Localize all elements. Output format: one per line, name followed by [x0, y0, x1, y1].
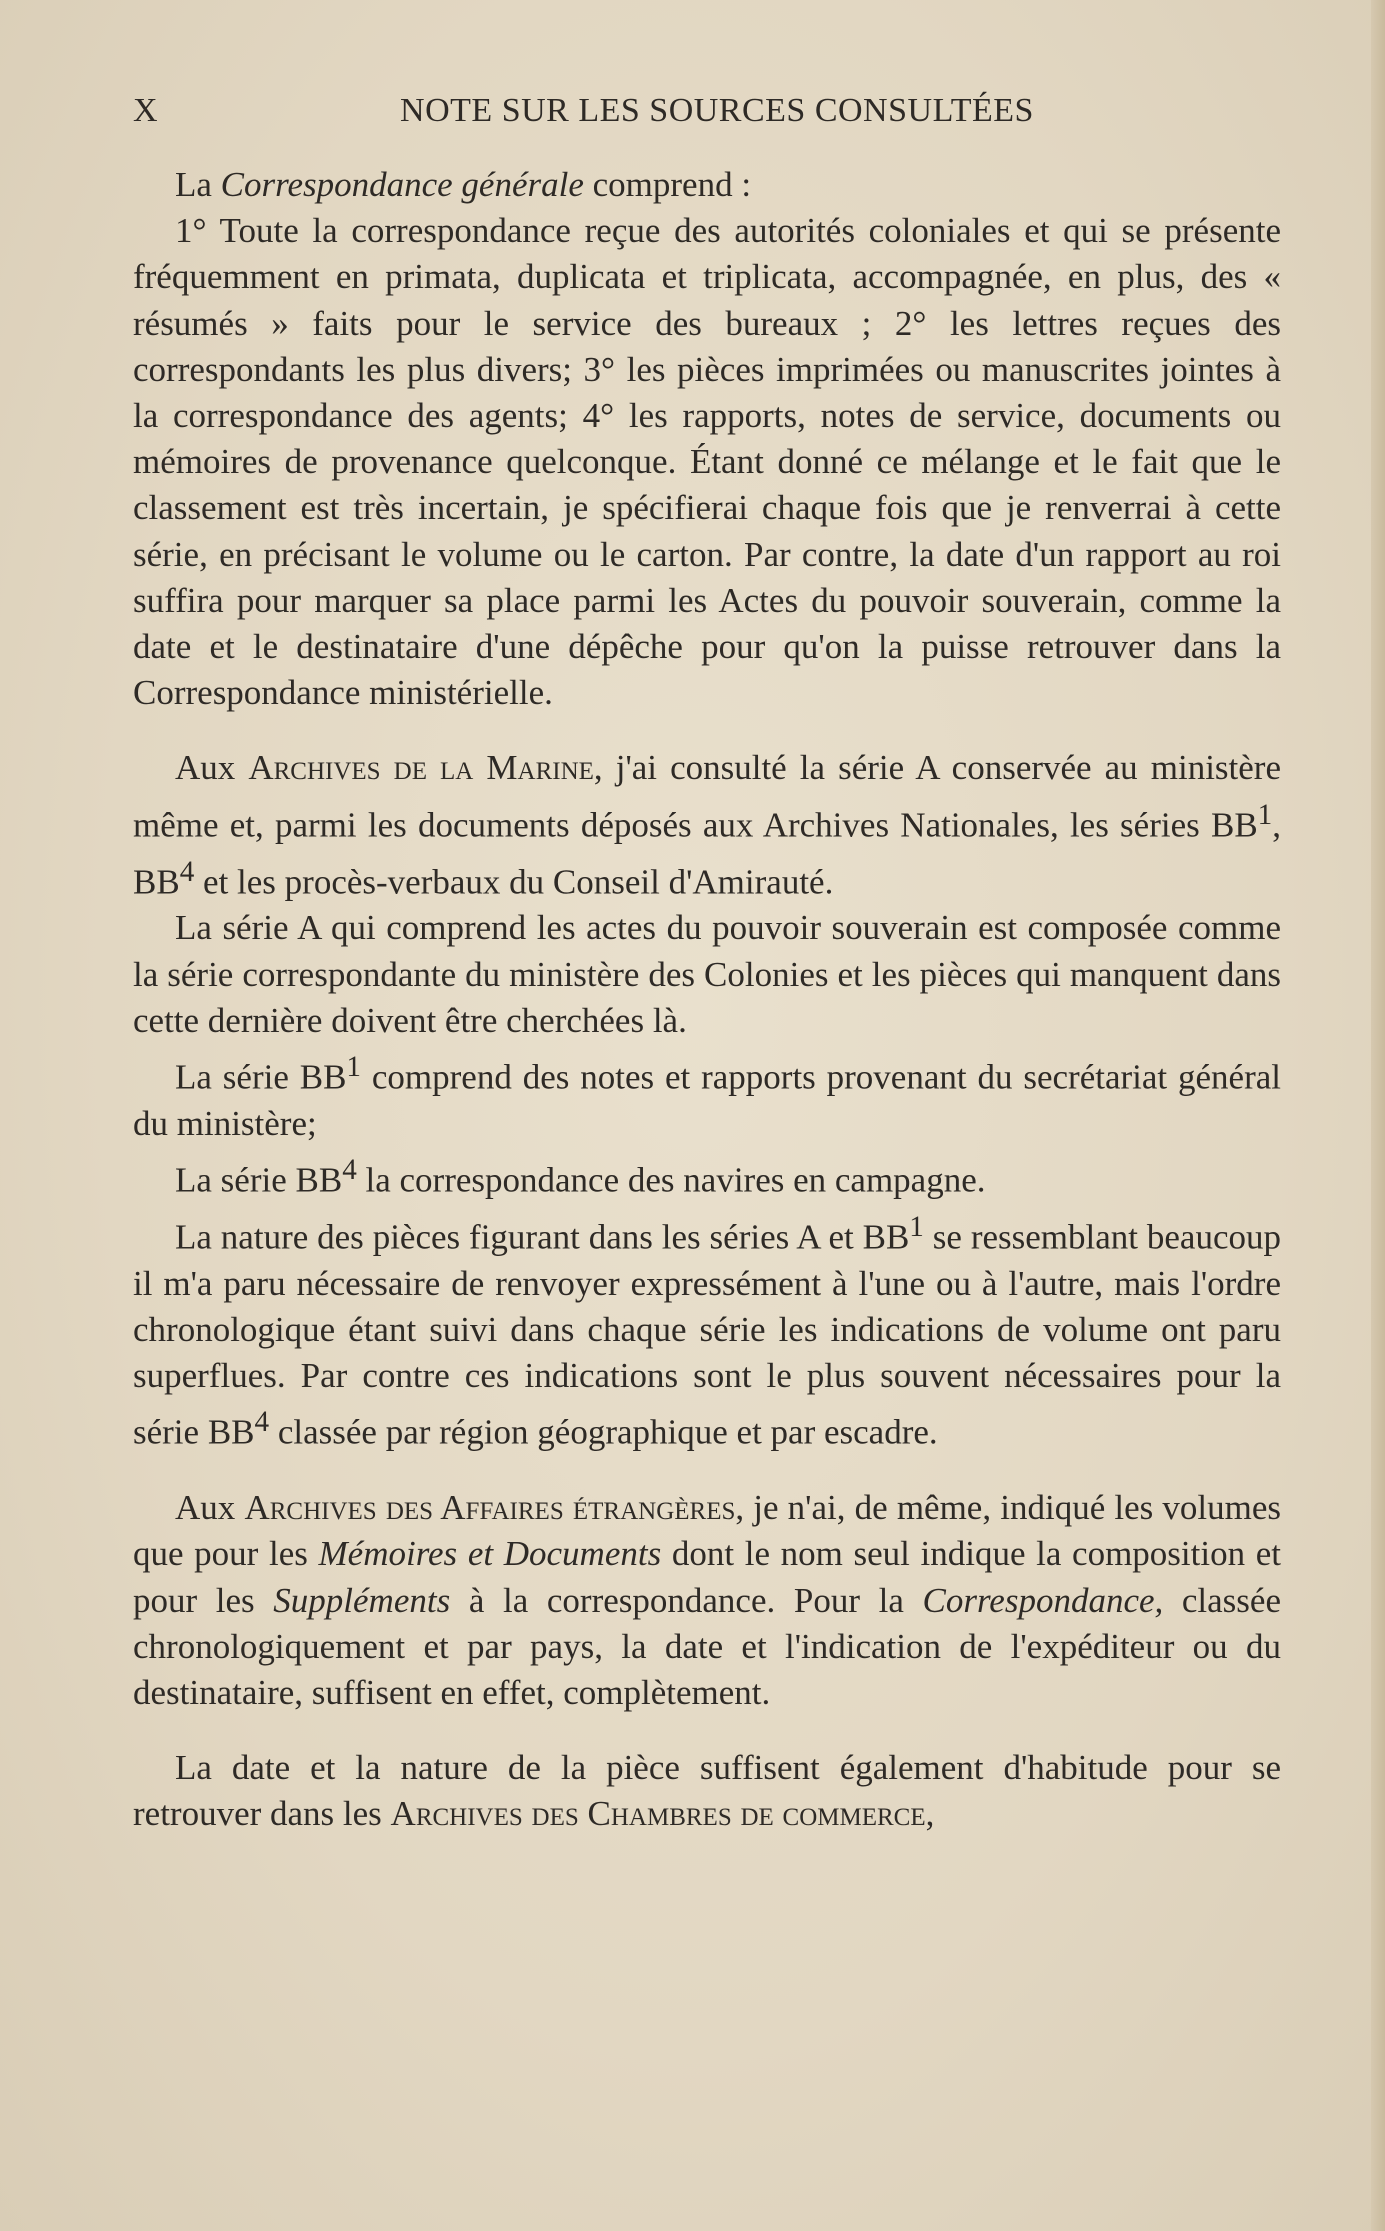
text-run: et les procès-verbaux du Conseil d'Amirauté.	[194, 862, 834, 902]
italic-title: Mémoires et Documents	[318, 1534, 662, 1574]
text-run: ,	[925, 1794, 935, 1834]
paragraph-9	[133, 1745, 1281, 1837]
italic-title: Suppléments	[273, 1580, 451, 1620]
paragraph-3	[133, 745, 1281, 905]
archive-name: Archives de la Marine	[248, 748, 594, 788]
superscript: 1	[909, 1210, 924, 1243]
paragraph-7	[133, 1204, 1281, 1456]
text-run: La date et la nature de la pièce suffisent également d'habitude pour se retrouver dans les	[133, 1748, 1281, 1834]
italic-title: Correspondance générale	[220, 165, 584, 204]
text-run: classée par région géographique et par escadre.	[269, 1413, 938, 1453]
page-edge	[1371, 0, 1385, 2231]
text-run: dont le nom seul indique la composition et pour les	[133, 1534, 1281, 1620]
text-run: Aux	[175, 1488, 245, 1528]
text-run: la correspondance des navires en campagne.	[356, 1160, 986, 1200]
text-run: classée chronologiquement et par pays, la date et l'indication de l'expéditeur ou du destinataire, suffisent en effet, complètement.	[133, 1580, 1281, 1713]
text-run: comprend des notes et rapports provenant du secrétariat général du ministère;	[133, 1057, 1281, 1143]
text-run: , je n'ai, de même, indiqué les volumes que pour les	[133, 1488, 1282, 1574]
text-run: La série BB	[175, 1160, 343, 1200]
running-title: NOTE SUR LES SOURCES CONSULTÉES	[400, 92, 1034, 129]
text-run: La	[175, 165, 221, 204]
paragraph-6	[133, 1147, 1281, 1204]
superscript: 4	[179, 855, 195, 888]
running-header	[133, 92, 1281, 132]
archive-name: Archives des Chambres de commerce	[390, 1794, 926, 1834]
superscript: 4	[254, 1406, 270, 1439]
paragraph-4: La série A qui comprend les actes du pouvoir souverain est composée comme la série correspondante du ministère des Colonies et les pièces qui manquent dans cette dernière doivent être cherchées là.	[133, 908, 1281, 1040]
superscript: 4	[342, 1154, 357, 1187]
text-run: , BB	[133, 805, 1281, 902]
paragraph-8	[133, 1485, 1281, 1716]
text-run: La série BB	[175, 1057, 347, 1097]
page-number: X	[133, 92, 159, 129]
superscript: 1	[1257, 798, 1273, 831]
superscript: 1	[346, 1050, 361, 1083]
text-run: se ressemblant beaucoup il m'a paru nécessaire de renvoyer expressément à l'une ou à l'autre, mais l'ordre chronologique étant suivi dans chaque série les indications de volume ont paru superflues. Par contre ces indications sont le plus souvent nécessaires pour la série BB	[133, 1217, 1281, 1453]
text-run: à la correspondance. Pour la	[450, 1580, 923, 1620]
paragraph-1	[133, 162, 1281, 208]
text-run: comprend :	[583, 165, 752, 204]
italic-title: Correspondance,	[922, 1580, 1164, 1620]
archive-name: Archives des Affaires étrangères	[244, 1488, 736, 1528]
text-run: , j'ai consulté la série A conservée au ministère même et, parmi les documents déposés aux Archives Nationales, les séries BB	[133, 748, 1281, 845]
text-run: La nature des pièces figurant dans les séries A et BB	[175, 1217, 910, 1257]
paragraph-5	[133, 1044, 1281, 1147]
body-text	[133, 162, 1281, 1838]
paragraph-2: 1° Toute la correspondance reçue des autorités coloniales et qui se présente fréquemment en primata, duplicata et triplicata, accompagnée, en plus, des « résumés » faits pour le service des bureaux ; 2° les lettres reçues des correspondants les plus divers; 3° les pièces imprimées ou manuscrites jointes à la correspondance des agents; 4° les rapports, notes de service, documents ou mémoires de provenance quelconque. Étant donné ce mélange et le fait que le classement est très incertain, je spécifierai chaque fois que je renverrai à cette série, en précisant le volume ou le carton. Par contre, la date d'un rapport au roi suffira pour marquer sa place parmi les Actes du pouvoir souverain, comme la date et le destinataire d'une dépêche pour qu'on la puisse retrouver dans la Correspondance ministérielle.	[133, 211, 1281, 713]
text-run: Aux	[175, 748, 249, 788]
